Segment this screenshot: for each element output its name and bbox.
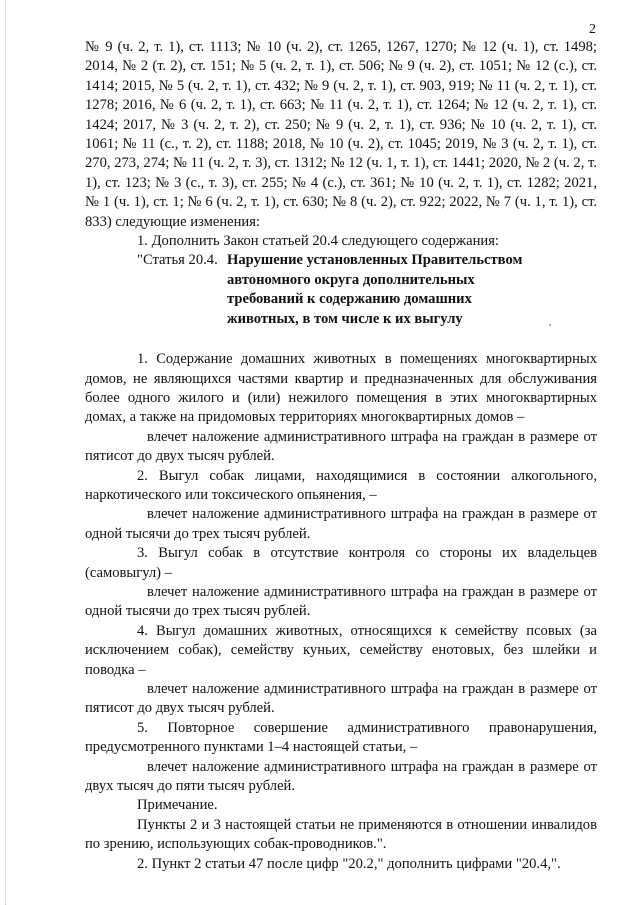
paragraph-3: 3. Выгул собак в отсутствие контроля со стороны их владельцев (самовыгул) – <box>85 545 597 581</box>
paragraph-1-penalty: влечет наложение административного штрафа на граждан в размере от пятисот до двух тысяч рублей. <box>85 428 597 465</box>
paragraph-2-penalty: влечет наложение административного штрафа на граждан в размере от одной тысячи до трех тысяч рублей. <box>85 506 597 542</box>
article-title: Нарушение установленных Правительством автономного округа дополнительных требований к содержанию домашних животных, в том числе к их выгулу <box>227 252 523 327</box>
page-edge-scan-artifact <box>5 0 7 905</box>
paragraph-5: 5. Повторное совершение административного правонарушения, предусмотренного пунктами 1–4 настоящей статьи, – <box>85 719 597 756</box>
paragraph-4: 4. Выгул домашних животных, относящихся к семейству псовых (за исключением собак), семейству куньих, семейству енотовых, без шлейки и поводка – <box>85 622 597 678</box>
article-heading <box>137 251 597 329</box>
paragraph-4-penalty: влечет наложение административного штрафа на граждан в размере от пятисот до двух тысяч рублей. <box>85 681 597 717</box>
article-number: "Статья 20.4. <box>137 252 218 269</box>
note-heading: Примечание. <box>137 797 218 814</box>
intro-paragraph: № 9 (ч. 2, т. 1), ст. 1113; № 10 (ч. 2), ст. 1265, 1267, 1270; № 12 (ч. 1), ст. 1498; 2014, № 2 (т. 2), ст. 151; № 5 (ч. 2, т. 1), ст. 506; № 9 (ч. 2), ст. 1051; № 12 (с.), ст. 1414; 2015, № 5 (ч. 2, т. 1), ст. 432; № 9 (ч. 2, т. 1), ст. 903, 919; № 11 (ч. 2, т. 1), ст. 1278; 2016, № 6 (ч. 2, т. 1), ст. 663; № 11 (ч. 2, т. 1), ст. 1264; № 12 (ч. 2, т. 1), ст. 1424; 2017, № 3 (ч. 2, т. 2), ст. 250; № 9 (ч. 2, т. 1), ст. 936; № 10 (ч. 2, т. 1), ст. 1061; № 11 (с., т. 2), ст. 1188; 2018, № 10 (ч. 2), ст. 1045; 2019, № 3 (ч. 2, т. 1), ст. 270, 273, 274; № 11 (ч. 2, т. 3), ст. 1312; № 12 (ч. 1, т. 1), ст. 1441; 2020, № 2 (ч. 2, т. 1), ст. 123; № 3 (с., т. 3), ст. 255; № 4 (с.), ст. 361; № 10 (ч. 2, т. 1), ст. 1282; 2021, № 1 (ч. 1), ст. 1; № 6 (ч. 2, т. 1), ст. 630; № 8 (ч. 2), ст. 922; 2022, № 7 (ч. 1, т. 1), ст. 833) следующие изменения: <box>85 39 597 230</box>
paragraph-5-penalty: влечет наложение административного штрафа на граждан в размере от двух тысяч до пяти тысяч рублей. <box>85 758 597 795</box>
item-1: 1. Дополнить Закон статьей 20.4 следующего содержания: <box>137 233 499 250</box>
item-2: 2. Пункт 2 статьи 47 после цифр "20.2," дополнить цифрами "20.4,". <box>137 855 561 872</box>
note-text: Пункты 2 и 3 настоящей статьи не применяются в отношении инвалидов по зрению, использующих собак-проводников.". <box>85 816 597 853</box>
paragraph-2: 2. Выгул собак лицами, находящимися в состоянии алкогольного, наркотического или токсического опьянения, – <box>85 467 597 503</box>
paragraph-1: 1. Содержание домашних животных в помещениях многоквартирных домов, не являющихся частями квартир и предназначенных для обслуживания более одного жилого и (или) нежилого помещения в этих многоквартирных домах, а также на придомовых территориях многоквартирных домов – <box>85 351 597 426</box>
paragraph-3-penalty: влечет наложение административного штрафа на граждан в размере от одной тысячи до трех тысяч рублей. <box>85 583 597 620</box>
page-number: 2 <box>589 22 596 37</box>
document-body <box>85 38 597 874</box>
